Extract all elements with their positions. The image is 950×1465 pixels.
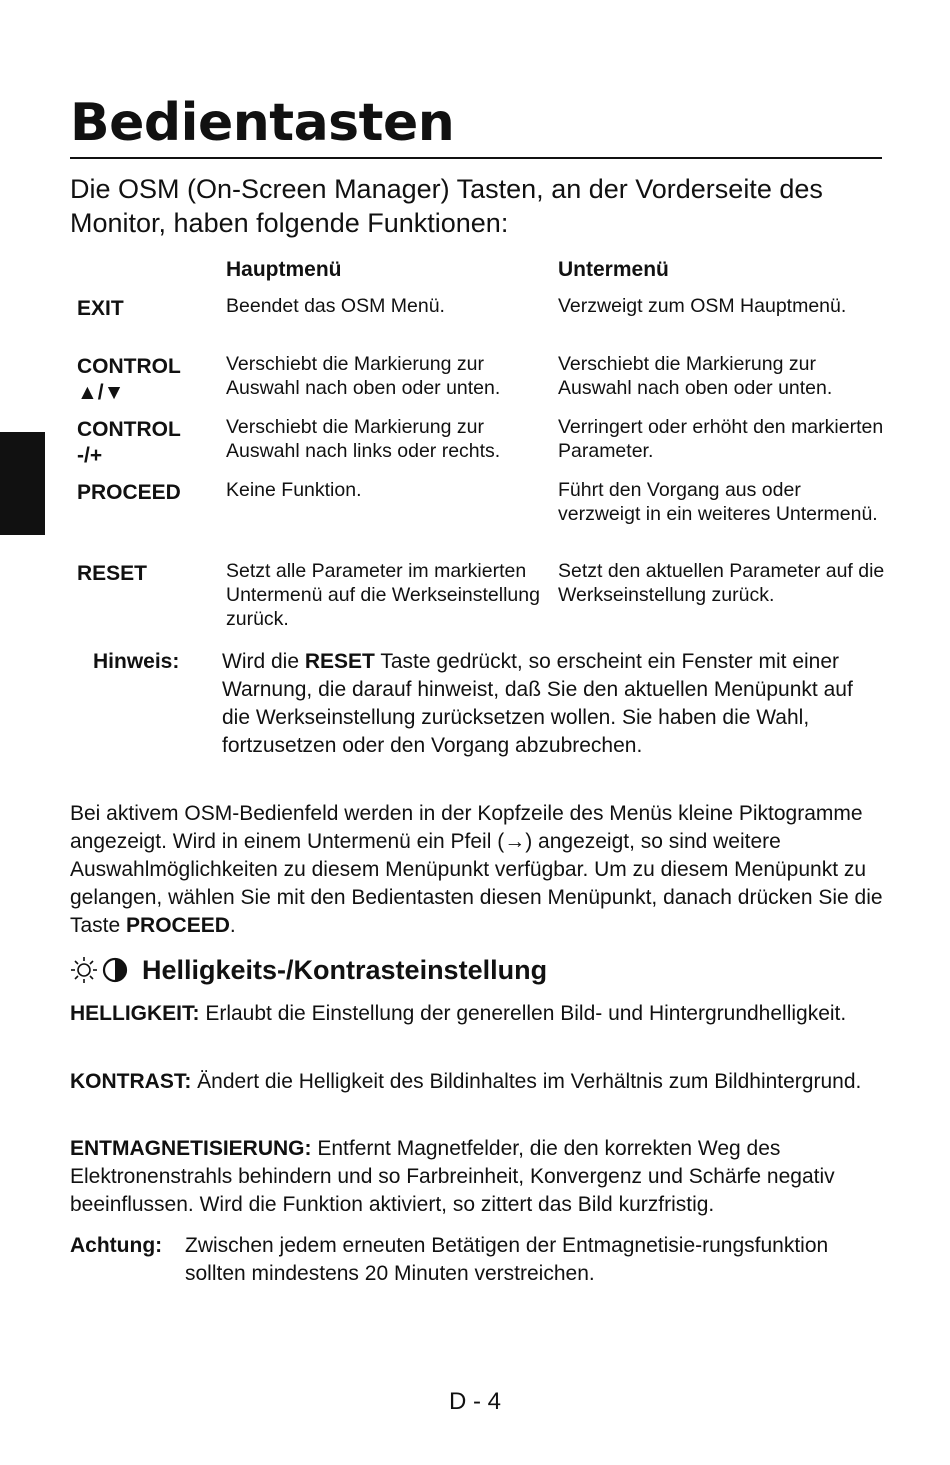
helligkeit-paragraph [70, 1000, 885, 1028]
brightness-icon [71, 957, 97, 983]
column-header-main: Hauptmenü [226, 258, 342, 281]
entmagnetisierung-paragraph [70, 1135, 885, 1219]
contrast-icon [104, 959, 126, 981]
kontrast-text: Ändert die Helligkeit des Bildinhaltes im Verhältnis zum Bildhintergrund. [191, 1070, 862, 1093]
row-sub: Verringert oder erhöht den markierten Parameter. [558, 416, 884, 462]
osm-paragraph-end: . [229, 914, 236, 937]
section-title: Helligkeits-/Kontrasteinstellung [142, 955, 548, 985]
row-main: Keine Funktion. [226, 479, 362, 501]
warning-text: Zwischen jedem erneuten Betätigen der Entmagnetisie-rungsfunktion sollten mindestens 20 Minuten verstreichen. [185, 1234, 829, 1285]
page-number: D - 4 [448, 1388, 501, 1415]
row-sub: Verzweigt zum OSM Hauptmenü. [558, 295, 847, 317]
warning-label: Achtung: [70, 1234, 163, 1257]
title-rule [70, 157, 882, 159]
row-sub: Verschiebt die Markierung zur Auswahl nach oben oder unten. [558, 353, 833, 399]
osm-paragraph [70, 800, 885, 940]
helligkeit-text: Erlaubt die Einstellung der generellen Bild- und Hintergrundhelligkeit. [199, 1002, 847, 1025]
row-key: RESET [77, 562, 148, 585]
osm-paragraph-bold: PROCEED [126, 914, 230, 937]
hint-text-bold: RESET [304, 650, 375, 673]
hint-text-pre: Wird die [222, 650, 305, 673]
row-main: Verschiebt die Markierung zur Auswahl nach oben oder unten. [226, 353, 501, 399]
helligkeit-label: HELLIGKEIT: [70, 1002, 200, 1025]
kontrast-paragraph [70, 1068, 885, 1096]
entmagnetisierung-text: Entfernt Magnetfelder, die den korrekten Weg des Elektronenstrahls behindern und so Farbreinheit, Konvergenz und Schärfe negativ beeinflussen. Wird die Funktion aktiviert, so zittert das Bild kurzfristig. [70, 1137, 835, 1216]
hint-text [222, 648, 877, 760]
row-sub: Führt den Vorgang aus oder verzweigt in ein weiteres Untermenü. [558, 479, 878, 525]
hint-text-post: Taste gedrückt, so erscheint ein Fenster mit einer Warnung, die darauf hinweist, daß Sie den aktuellen Menüpunkt auf die Werkseinstellung zurücksetzen wollen. Sie haben die Wahl, fortzusetzen oder den Vorgang abzubrechen. [222, 650, 853, 757]
row-key: EXIT [77, 297, 124, 320]
column-header-sub: Untermenü [558, 258, 669, 281]
section-icons [70, 954, 130, 986]
row-main: Setzt alle Parameter im markierten Untermenü auf die Werkseinstellung zurück. [226, 560, 540, 630]
side-tab-marker [0, 432, 45, 535]
row-key: PROCEED [77, 481, 181, 504]
intro-text: Die OSM (On-Screen Manager) Tasten, an der Vorderseite des Monitor, haben folgende Funktionen: [70, 174, 823, 238]
row-main: Verschiebt die Markierung zur Auswahl nach links oder rechts. [226, 416, 501, 462]
row-sub: Setzt den aktuellen Parameter auf die Werkseinstellung zurück. [558, 560, 885, 606]
row-key: CONTROL ▲/▼ [77, 355, 181, 404]
osm-paragraph-text: Bei aktivem OSM-Bedienfeld werden in der Kopfzeile des Menüs kleine Piktogramme angezeigt. Wird in einem Untermenü ein Pfeil (→) angezeigt, so sind weitere Auswahlmöglichkeiten zu diesem Menüpunkt verfügbar. Um zu diesem Menüpunkt zu gelangen, wählen Sie mit den Bedientasten diesen Menüpunkt, danach drücken Sie die Taste [70, 802, 883, 937]
kontrast-label: KONTRAST: [70, 1070, 192, 1093]
row-key: CONTROL -/+ [77, 418, 181, 467]
page-title: Bedientasten [70, 93, 455, 153]
hint-label: Hinweis: [93, 650, 180, 673]
entmagnetisierung-label: ENTMAGNETISIERUNG: [70, 1137, 312, 1160]
row-main: Beendet das OSM Menü. [226, 295, 445, 317]
